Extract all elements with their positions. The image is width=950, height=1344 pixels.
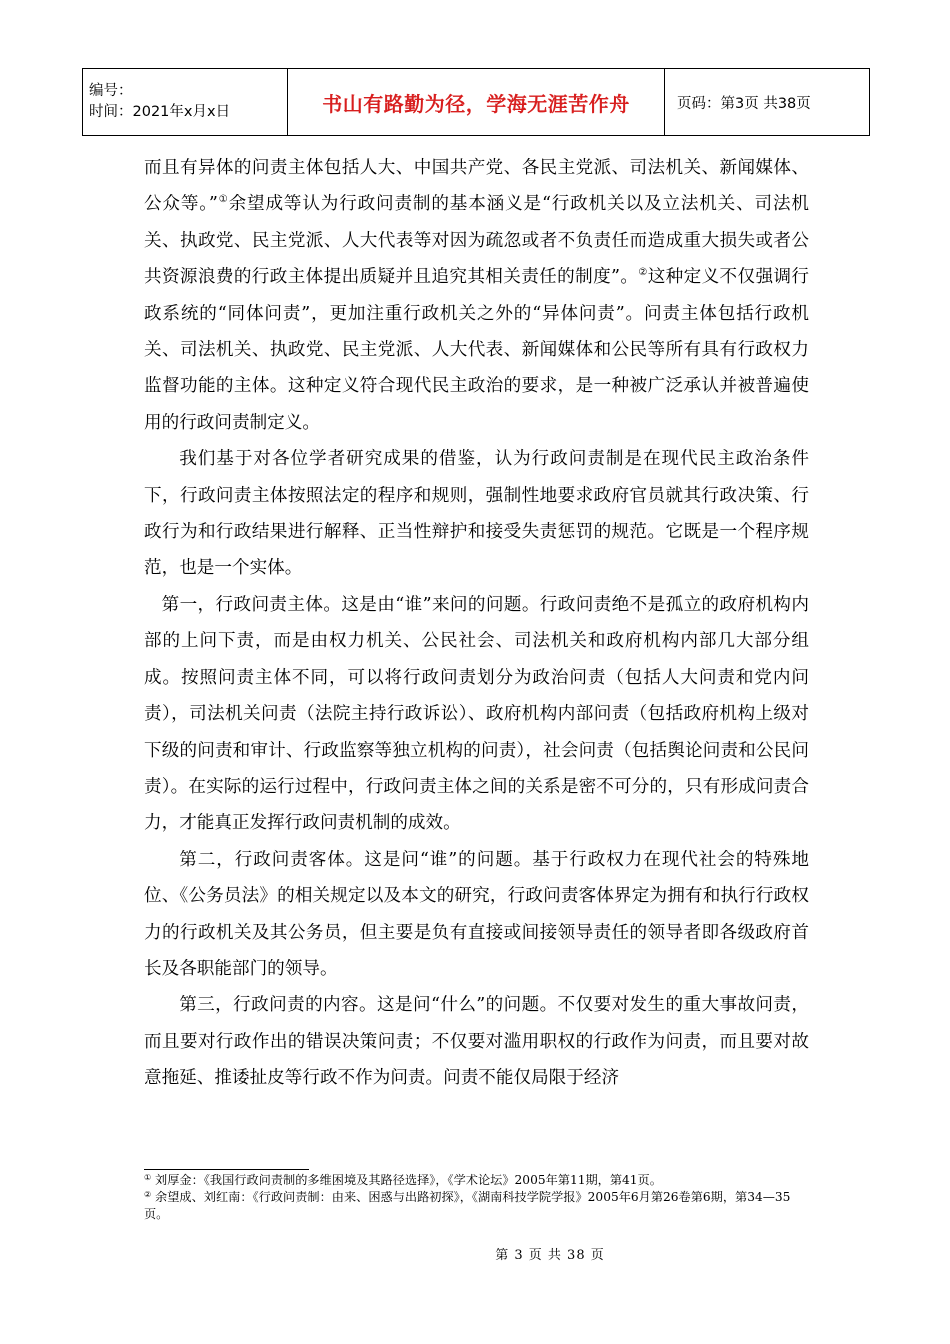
body-paragraph-2: 我们基于对各位学者研究成果的借鉴，认为行政问责制是在现代民主政治条件下，行政问责主体按照法定的程序和规则，强制性地要求政府官员就其行政决策、行政行为和行政结果进行解释、正当性辩护和接受失责惩罚的规范。它既是一个程序规范，也是一个实体。 bbox=[144, 449, 809, 579]
paragraph-1-text-b: 余望成等认为行政问责制的基本涵义是“行政机关以及立法机关、司法机关、执政党、民主党派、人大代表等对因为疏忽或者不负责任而造成重大损失或者公共资源浪费的行政主体提出质疑并且追究其相关责任的制度”。 bbox=[144, 194, 810, 288]
footnote-2-text: 余望成、刘红南：《行政问责制：由来、困惑与出路初探》，《湖南科技学院学报》2005年6月第26卷第6期，第34—35页。 bbox=[144, 1190, 791, 1221]
body-paragraph-5: 第三，行政问责的内容。这是问“什么”的问题。不仅要对发生的重大事故问责，而且要对行政作出的错误决策问责；不仅要对滥用职权的行政作为问责，而且要对故意拖延、推诿扯皮等行政不作为问责。问责不能仅局限于经济 bbox=[144, 995, 809, 1089]
paragraph-1-text-c: 这种定义不仅强调行政系统的“同体问责”，更加注重行政机关之外的“异体问责”。问责主体包括行政机关、司法机关、执政党、民主党派、人大代表、新闻媒体和公民等所有具有行政权力监督功能的主体。这种定义符合现代民主政治的要求，是一种被广泛承认并被普遍使用的行政问责制定义。 bbox=[144, 267, 809, 433]
page-footer bbox=[0, 1244, 950, 1263]
footnote-1 bbox=[144, 1172, 804, 1189]
footnote-1-text: 刘厚金：《我国行政问责制的多维困境及其路径选择》，《学术论坛》2005年第11期，第41页。 bbox=[151, 1173, 662, 1187]
footnote-2-mark: ② bbox=[144, 1190, 152, 1199]
page-header bbox=[82, 68, 870, 136]
footnote-separator bbox=[144, 1169, 309, 1170]
footnotes bbox=[144, 1172, 804, 1223]
footnote-ref-1[interactable]: ① bbox=[217, 194, 229, 206]
body-paragraph-3: 第一，行政问责主体。这是由“谁”来问的问题。行政问责绝不是孤立的政府机构内部的上问下责，而是由权力机关、公民社会、司法机关和政府机构内部几大部分组成。按照问责主体不同，可以将行政问责划分为政治问责（包括人大问责和党内问责），司法机关问责（法院主持行政诉讼）、政府机构内部问责（包括政府机构上级对下级的问责和审计、行政监察等独立机构的问责），社会问责（包括舆论问责和公民问责）。在实际的运行过程中，行政问责主体之间的关系是密不可分的，只有形成问责合力，才能真正发挥行政问责机制的成效。 bbox=[144, 594, 809, 834]
body-paragraph-4: 第二，行政问责客体。这是问“谁”的问题。基于行政权力在现代社会的特殊地位、《公务员法》的相关规定以及本文的研究，行政问责客体界定为拥有和执行行政权力的行政机关及其公务员，但主要是负有直接或间接领导责任的领导者即各级政府首长及各职能部门的领导。 bbox=[144, 849, 809, 979]
footnote-ref-2[interactable]: ② bbox=[638, 267, 648, 279]
header-motto: 书山有路勤为径，学海无涯苦作舟 bbox=[288, 69, 665, 136]
body-paragraph-1 bbox=[144, 150, 809, 441]
paragraph-1-text-a: 而且有异体的问责主体包括人大、中国共产党、各民主党派、司法机关、新闻媒体、公众等。” bbox=[144, 158, 809, 215]
footer-page-number: 第 3 页 共 38 页 bbox=[495, 1248, 605, 1263]
document-number-label: 编号： bbox=[89, 83, 133, 99]
document-date-label: 时间：2021年x月x日 bbox=[89, 104, 231, 120]
header-page-number: 页码：第3页 共38页 bbox=[665, 69, 870, 136]
header-meta bbox=[83, 69, 288, 136]
footnote-1-mark: ① bbox=[144, 1173, 152, 1182]
document-body bbox=[144, 150, 809, 1097]
footnote-2 bbox=[144, 1189, 804, 1223]
